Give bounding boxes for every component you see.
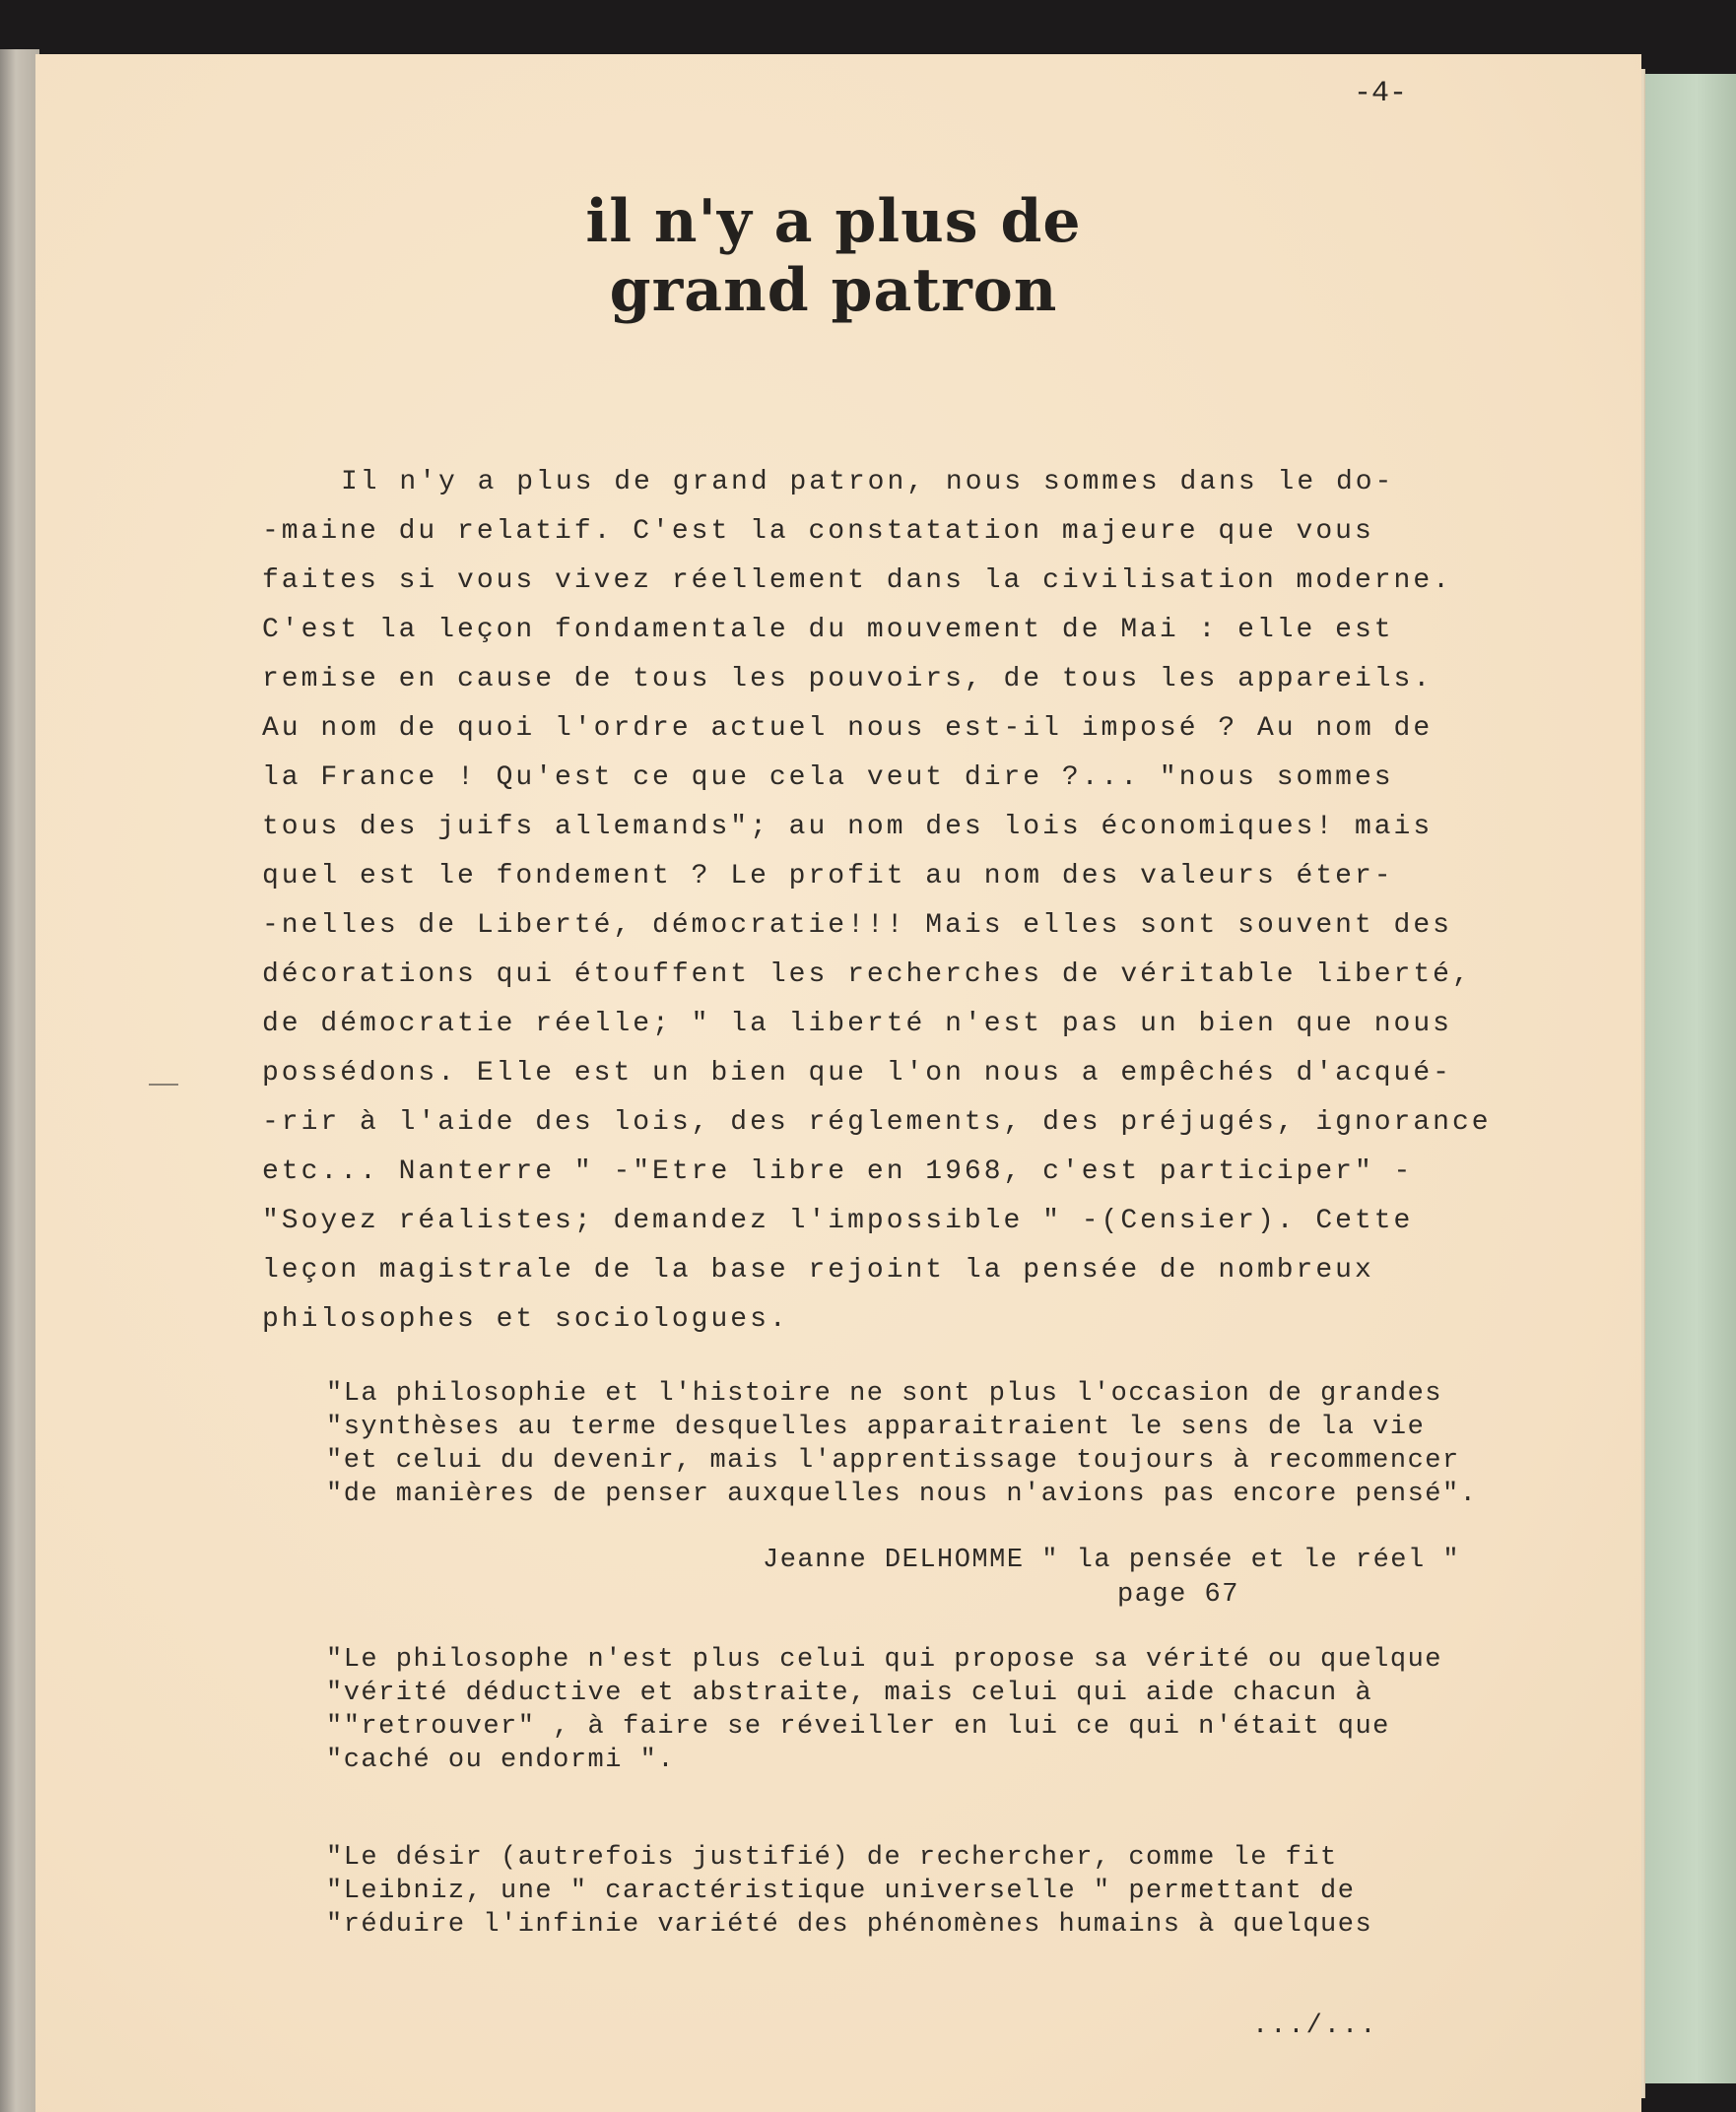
document-page bbox=[35, 54, 1641, 2112]
quote-line: "Leibniz, une " caractéristique universelle " permettant de bbox=[326, 1877, 1356, 1906]
title-line-2: grand patron bbox=[609, 256, 1058, 325]
body-line: faites si vous vivez réellement dans la civilisation moderne. bbox=[262, 565, 1452, 596]
title-line-1: il n'y a plus de bbox=[585, 187, 1082, 256]
quote-line: "de manières de penser auxquelles nous n'avions pas encore pensé". bbox=[326, 1480, 1478, 1509]
body-line: tous des juifs allemands"; au nom des lois économiques! mais bbox=[262, 812, 1434, 842]
continuation-mark: .../... bbox=[1252, 2012, 1378, 2041]
quote-line: "réduire l'infinie variété des phénomènes humains à quelques bbox=[326, 1910, 1373, 1940]
quote-line: ""retrouver" , à faire se réveiller en lui ce qui n'était que bbox=[326, 1712, 1390, 1742]
body-line: quel est le fondement ? Le profit au nom des valeurs éter- bbox=[262, 861, 1394, 891]
body-line: etc... Nanterre " -"Etre libre en 1968, c'est participer" - bbox=[262, 1156, 1414, 1187]
body-line: la France ! Qu'est ce que cela veut dire ?... "nous sommes bbox=[262, 762, 1394, 793]
book-left-edge bbox=[0, 49, 39, 2112]
body-line: philosophes et sociologues. bbox=[262, 1304, 789, 1335]
citation-author: Jeanne DELHOMME " la pensée et le réel " bbox=[763, 1546, 1461, 1575]
body-line: remise en cause de tous les pouvoirs, de tous les appareils. bbox=[262, 664, 1434, 694]
quote-line: "synthèses au terme desquelles apparaitraient le sens de la vie bbox=[326, 1413, 1426, 1442]
body-line: Au nom de quoi l'ordre actuel nous est-il imposé ? Au nom de bbox=[262, 713, 1434, 744]
quote-line: "caché ou endormi ". bbox=[326, 1746, 676, 1775]
margin-mark bbox=[149, 1084, 178, 1086]
book-cover-edge bbox=[1637, 74, 1736, 2083]
page-title bbox=[528, 187, 1139, 325]
quote-line: "et celui du devenir, mais l'apprentissage toujours à recommencer bbox=[326, 1446, 1460, 1476]
body-line: leçon magistrale de la base rejoint la pensée de nombreux bbox=[262, 1255, 1374, 1286]
body-line: -nelles de Liberté, démocratie!!! Mais elles sont souvent des bbox=[262, 910, 1452, 941]
body-line: -rir à l'aide des lois, des réglements, des préjugés, ignorance bbox=[262, 1107, 1492, 1138]
quote-line: "Le désir (autrefois justifié) de rechercher, comme le fit bbox=[326, 1843, 1338, 1873]
body-line: "Soyez réalistes; demandez l'impossible " -(Censier). Cette bbox=[262, 1206, 1414, 1236]
body-line: -maine du relatif. C'est la constatation majeure que vous bbox=[262, 516, 1374, 547]
body-line: C'est la leçon fondamentale du mouvement de Mai : elle est bbox=[262, 615, 1394, 645]
body-line: possédons. Elle est un bien que l'on nous a empêchés d'acqué- bbox=[262, 1058, 1452, 1089]
citation-page: page 67 bbox=[1117, 1580, 1239, 1610]
body-line: de démocratie réelle; " la liberté n'est pas un bien que nous bbox=[262, 1009, 1452, 1039]
body-line: Il n'y a plus de grand patron, nous sommes dans le do- bbox=[341, 467, 1395, 497]
quote-line: "vérité déductive et abstraite, mais celui qui aide chacun à bbox=[326, 1679, 1373, 1708]
quote-line: "Le philosophe n'est plus celui qui propose sa vérité ou quelque bbox=[326, 1645, 1442, 1675]
quote-line: "La philosophie et l'histoire ne sont plus l'occasion de grandes bbox=[326, 1379, 1442, 1409]
page-number: -4- bbox=[1353, 77, 1407, 110]
body-line: décorations qui étouffent les recherches de véritable liberté, bbox=[262, 959, 1472, 990]
